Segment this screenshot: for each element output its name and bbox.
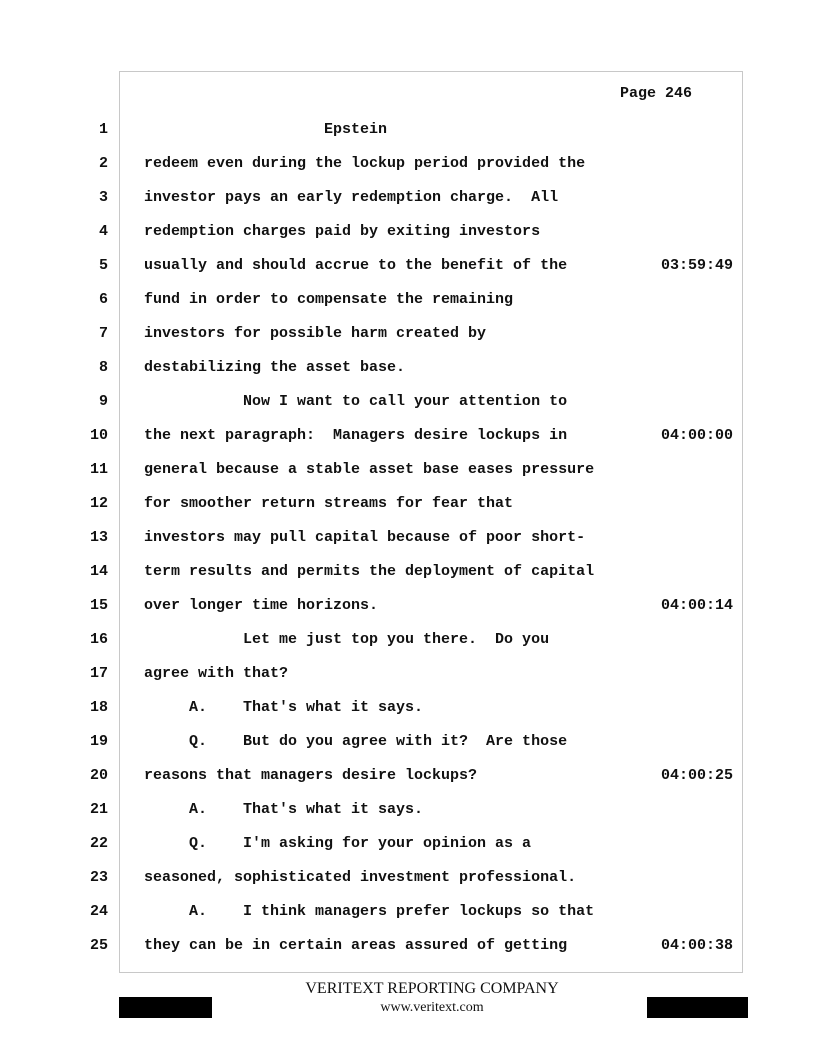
line-number: 20 — [89, 767, 108, 784]
transcript-line — [0, 665, 816, 685]
timestamp: 04:00:25 — [661, 767, 734, 784]
timestamp: 04:00:14 — [661, 597, 734, 614]
line-number: 16 — [89, 631, 108, 648]
transcript-line — [0, 291, 816, 311]
transcript-line — [0, 461, 816, 481]
line-text: agree with that? — [144, 665, 289, 682]
line-text: investors for possible harm created by — [144, 325, 487, 342]
line-number: 3 — [98, 189, 108, 206]
line-number: 1 — [98, 121, 108, 138]
line-number: 14 — [89, 563, 108, 580]
line-text: investor pays an early redemption charge. All — [144, 189, 559, 206]
transcript-line — [0, 699, 816, 719]
transcript-line — [0, 393, 816, 413]
line-text: fund in order to compensate the remaining — [144, 291, 514, 308]
line-number: 7 — [98, 325, 108, 342]
line-text: A. I think managers prefer lockups so that — [144, 903, 595, 920]
line-text: investors may pull capital because of poor short- — [144, 529, 586, 546]
line-number: 25 — [89, 937, 108, 954]
line-text: for smoother return streams for fear that — [144, 495, 514, 512]
line-text: general because a stable asset base eases pressure — [144, 461, 595, 478]
transcript-line — [0, 767, 816, 787]
line-number: 15 — [89, 597, 108, 614]
footer-url: www.veritext.com — [380, 1000, 484, 1015]
line-number: 19 — [89, 733, 108, 750]
transcript-line — [0, 495, 816, 515]
line-text: the next paragraph: Managers desire lockups in — [144, 427, 568, 444]
line-number: 2 — [98, 155, 108, 172]
line-text: redemption charges paid by exiting investors — [144, 223, 541, 240]
timestamp: 03:59:49 — [661, 257, 734, 274]
line-text: A. That's what it says. — [144, 699, 424, 716]
transcript-line — [0, 801, 816, 821]
line-number: 11 — [89, 461, 108, 478]
transcript-line — [0, 733, 816, 753]
transcript-line — [0, 597, 816, 617]
page-number: Page 246 — [620, 85, 693, 102]
transcript-line — [0, 835, 816, 855]
transcript-line — [0, 631, 816, 651]
line-text: Q. But do you agree with it? Are those — [144, 733, 568, 750]
line-text: Epstein — [144, 121, 388, 138]
timestamp: 04:00:38 — [661, 937, 734, 954]
line-number: 13 — [89, 529, 108, 546]
line-text: Now I want to call your attention to — [144, 393, 568, 410]
transcript-line — [0, 223, 816, 243]
transcript-line — [0, 121, 816, 141]
redaction-bar-left — [119, 997, 212, 1018]
line-number: 12 — [89, 495, 108, 512]
line-number: 8 — [98, 359, 108, 376]
line-text: destabilizing the asset base. — [144, 359, 406, 376]
transcript-line — [0, 359, 816, 379]
line-text: usually and should accrue to the benefit of the — [144, 257, 568, 274]
timestamp: 04:00:00 — [661, 427, 734, 444]
line-number: 6 — [98, 291, 108, 308]
line-text: over longer time horizons. — [144, 597, 379, 614]
line-text: term results and permits the deployment of capital — [144, 563, 595, 580]
transcript-line — [0, 257, 816, 277]
line-number: 9 — [98, 393, 108, 410]
transcript-line — [0, 529, 816, 549]
transcript-line — [0, 155, 816, 175]
transcript-line — [0, 189, 816, 209]
line-number: 17 — [89, 665, 108, 682]
redaction-bar-right — [647, 997, 748, 1018]
line-number: 22 — [89, 835, 108, 852]
line-text: A. That's what it says. — [144, 801, 424, 818]
transcript-line — [0, 563, 816, 583]
transcript-line — [0, 903, 816, 923]
line-number: 24 — [89, 903, 108, 920]
line-number: 10 — [89, 427, 108, 444]
transcript-line — [0, 869, 816, 889]
line-number: 4 — [98, 223, 108, 240]
transcript-line — [0, 427, 816, 447]
line-text: reasons that managers desire lockups? — [144, 767, 478, 784]
line-text: Q. I'm asking for your opinion as a — [144, 835, 532, 852]
line-text: redeem even during the lockup period provided the — [144, 155, 586, 172]
line-text: seasoned, sophisticated investment professional. — [144, 869, 577, 886]
line-number: 21 — [89, 801, 108, 818]
line-text: they can be in certain areas assured of getting — [144, 937, 568, 954]
line-text: Let me just top you there. Do you — [144, 631, 550, 648]
line-number: 5 — [98, 257, 108, 274]
line-number: 18 — [89, 699, 108, 716]
transcript-line — [0, 937, 816, 957]
transcript-line — [0, 325, 816, 345]
footer-company: VERITEXT REPORTING COMPANY — [305, 980, 559, 997]
line-number: 23 — [89, 869, 108, 886]
